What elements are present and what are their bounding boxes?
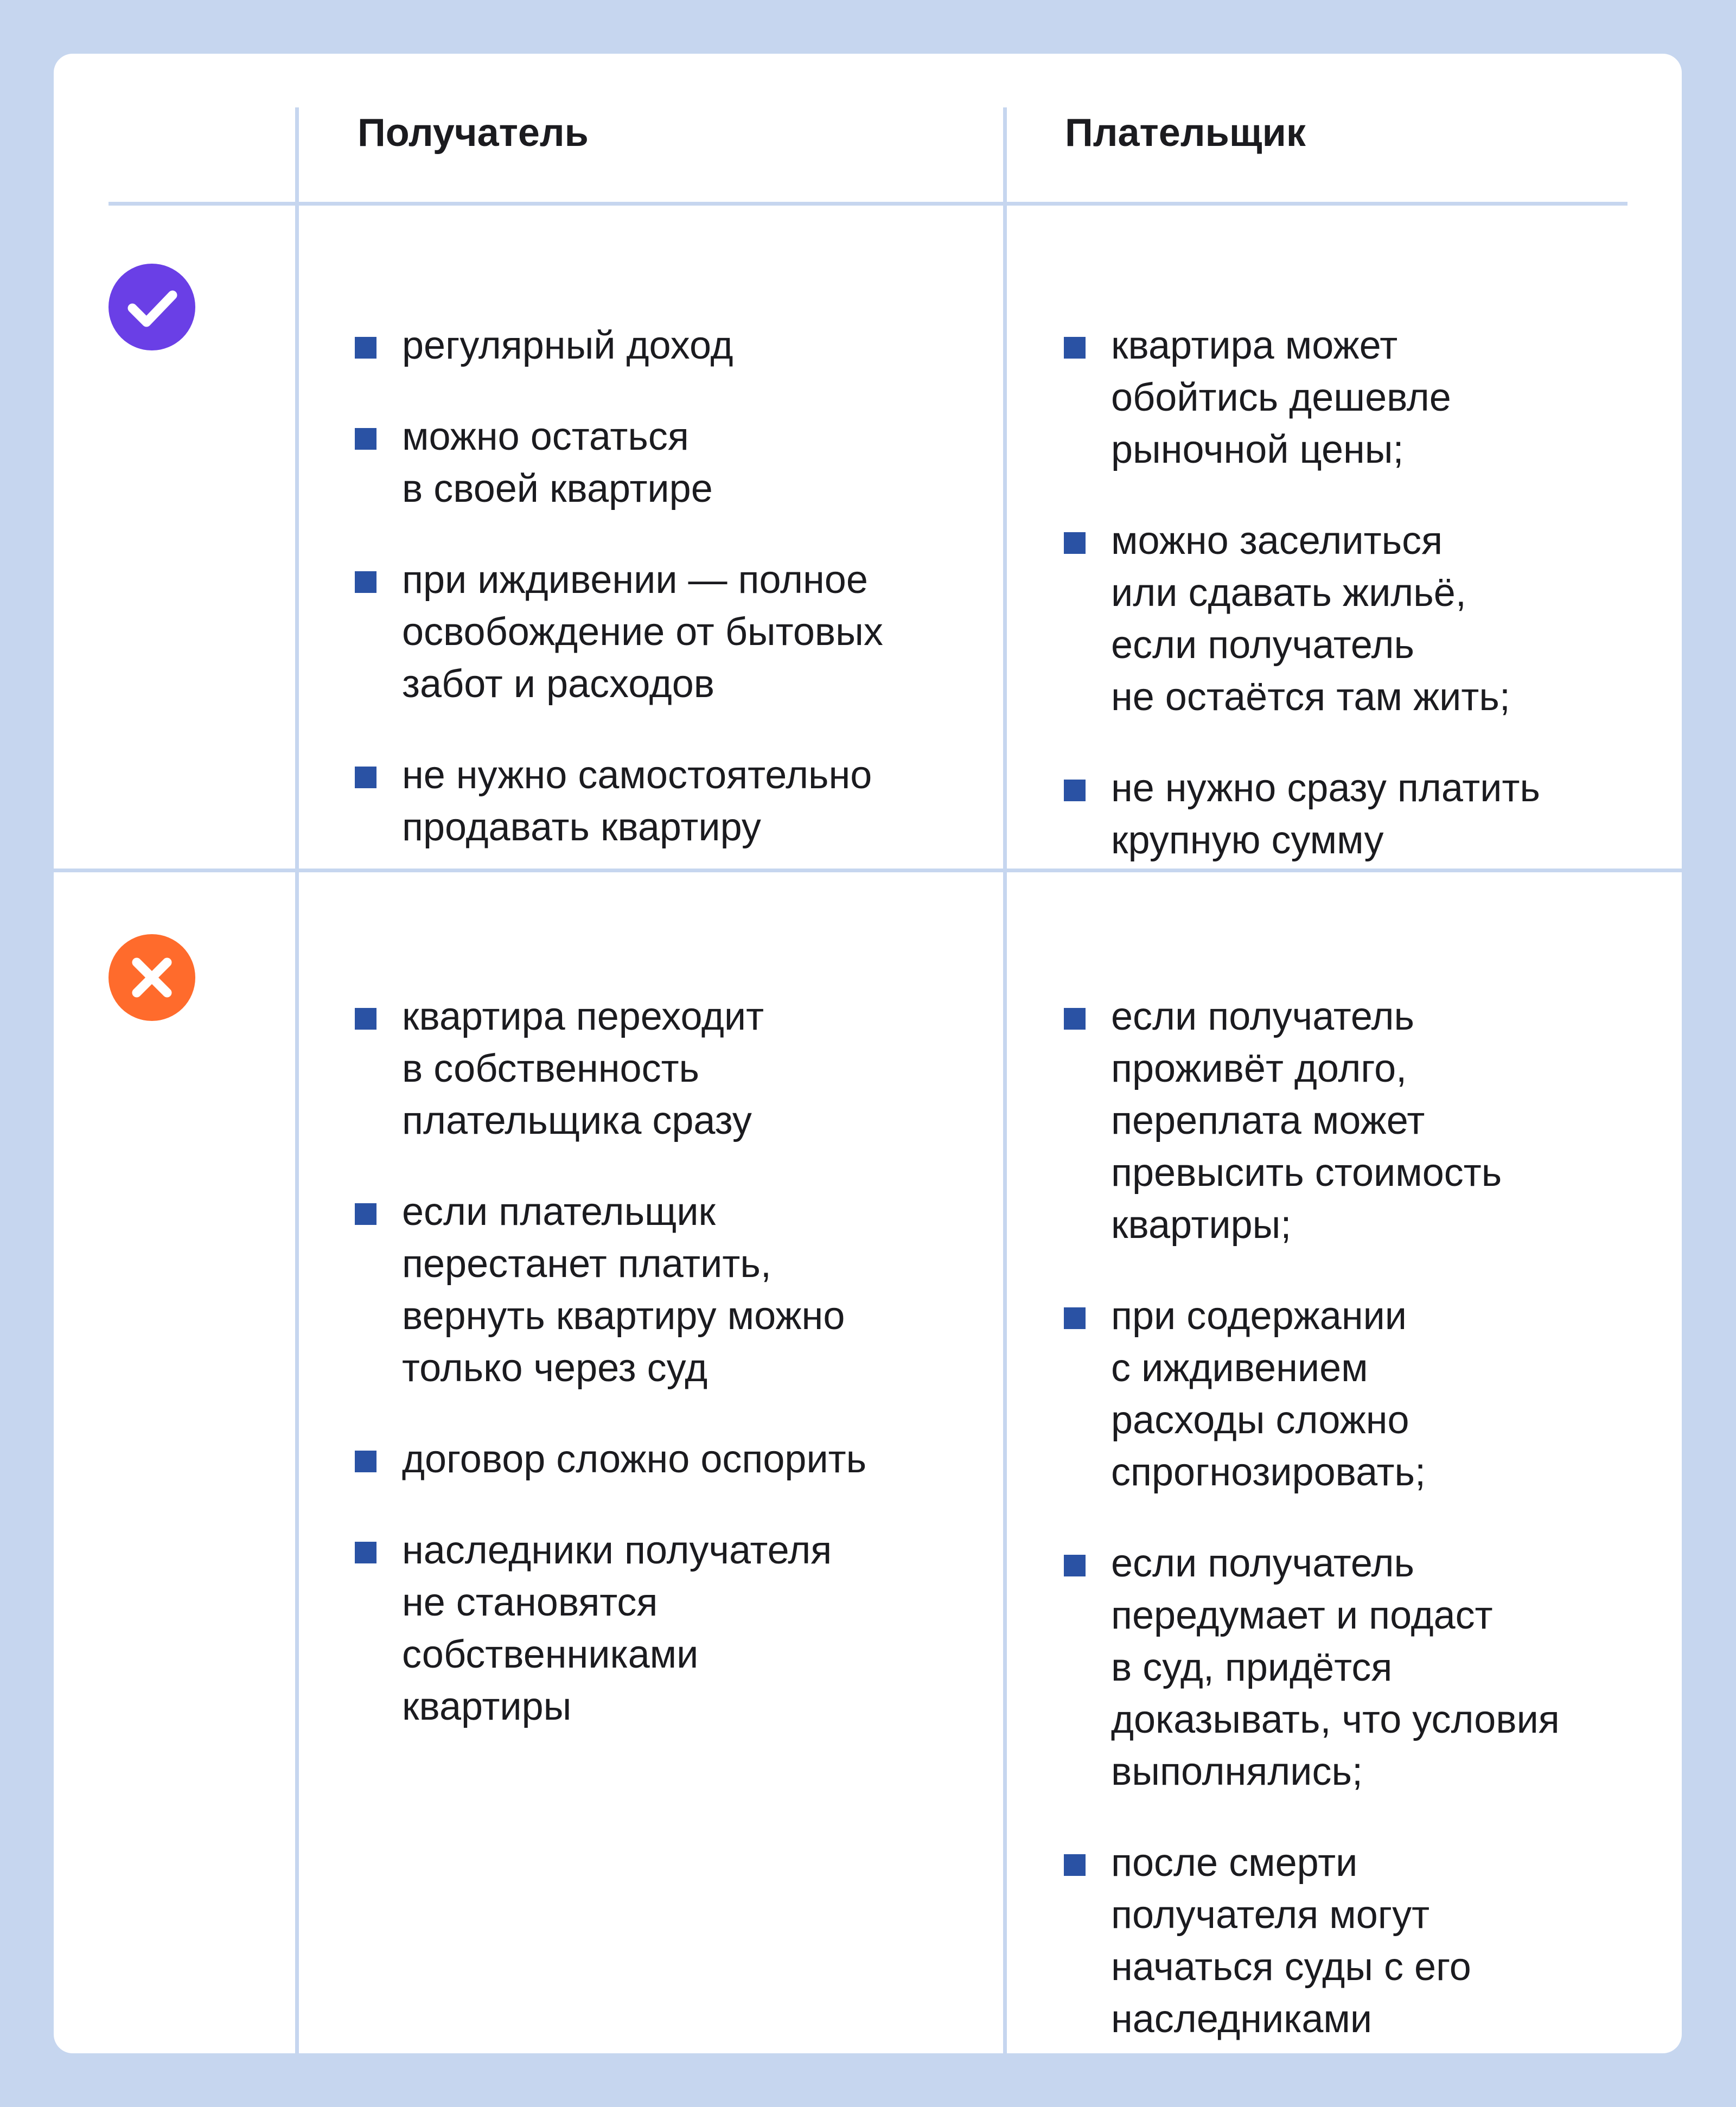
pros-payer-list: [1064, 320, 1682, 905]
list-item: [355, 1524, 990, 1733]
list-item-text: регулярный доход: [402, 324, 733, 367]
bullet-square-icon: [1064, 780, 1086, 801]
list-item: [355, 749, 990, 853]
list-item: [1064, 991, 1682, 1251]
bullet-square-icon: [355, 1451, 376, 1472]
cons-payer-list: [1064, 991, 1682, 2053]
list-item-text: можно заселиться или сдавать жильё, если получатель не остаётся там жить;: [1111, 519, 1510, 719]
list-item: [1064, 1837, 1682, 2045]
list-item-text: не нужно сразу платить крупную сумму: [1111, 767, 1540, 862]
list-item-text: квартира может обойтись дешевле рыночной цены;: [1111, 324, 1451, 471]
column-header-payer: Плательщик: [1065, 111, 1306, 155]
list-item-text: квартира переходит в собственность плательщика сразу: [402, 995, 764, 1142]
pros-recipient-list: [355, 320, 990, 892]
bullet-square-icon: [355, 337, 376, 359]
header-divider: [108, 202, 1628, 206]
bullet-square-icon: [355, 767, 376, 788]
bullet-square-icon: [1064, 532, 1086, 554]
column-divider-right: [1003, 107, 1007, 2053]
list-item-text: можно остаться в своей квартире: [402, 415, 713, 510]
list-item-text: если плательщик перестанет платить, вернуть квартиру можно только через суд: [402, 1190, 845, 1390]
bullet-square-icon: [355, 428, 376, 450]
list-item-text: не нужно самостоятельно продавать квартиру: [402, 754, 872, 849]
list-item-text: если получатель передумает и подаст в суд, придётся доказывать, что условия выполнялись;: [1111, 1542, 1560, 1793]
bullet-square-icon: [355, 571, 376, 593]
list-item: [1064, 1290, 1682, 1498]
bullet-square-icon: [1064, 1008, 1086, 1030]
list-item: [355, 991, 990, 1147]
list-item: [1064, 515, 1682, 723]
bullet-square-icon: [355, 1008, 376, 1030]
bullet-square-icon: [355, 1542, 376, 1563]
list-item-text: если получатель проживёт долго, переплата может превысить стоимость квартиры;: [1111, 995, 1502, 1247]
cons-recipient-list: [355, 991, 990, 1772]
list-item: [1064, 320, 1682, 476]
list-item: [355, 554, 990, 710]
column-divider-left: [295, 107, 299, 2053]
bullet-square-icon: [1064, 1854, 1086, 1876]
list-item: [355, 1433, 990, 1485]
list-item: [1064, 762, 1682, 866]
cross-icon: [108, 934, 195, 1021]
list-item-text: при содержании с иждивением расходы сложно спрогнозировать;: [1111, 1294, 1426, 1494]
bullet-square-icon: [1064, 337, 1086, 359]
list-item-text: наследники получателя не становятся собственниками квартиры: [402, 1529, 832, 1728]
list-item: [355, 411, 990, 515]
bullet-square-icon: [355, 1203, 376, 1225]
comparison-card: [54, 54, 1682, 2053]
list-item: [355, 1186, 990, 1394]
list-item: [355, 320, 990, 372]
list-item: [1064, 1537, 1682, 1798]
list-item-text: договор сложно оспорить: [402, 1438, 867, 1481]
list-item-text: при иждивении — полное освобождение от бытовых забот и расходов: [402, 558, 883, 706]
column-header-recipient: Получатель: [358, 111, 589, 155]
bullet-square-icon: [1064, 1307, 1086, 1329]
list-item-text: после смерти получателя могут начаться суды с его наследниками: [1111, 1841, 1471, 2041]
check-icon: [108, 264, 195, 350]
bullet-square-icon: [1064, 1555, 1086, 1576]
